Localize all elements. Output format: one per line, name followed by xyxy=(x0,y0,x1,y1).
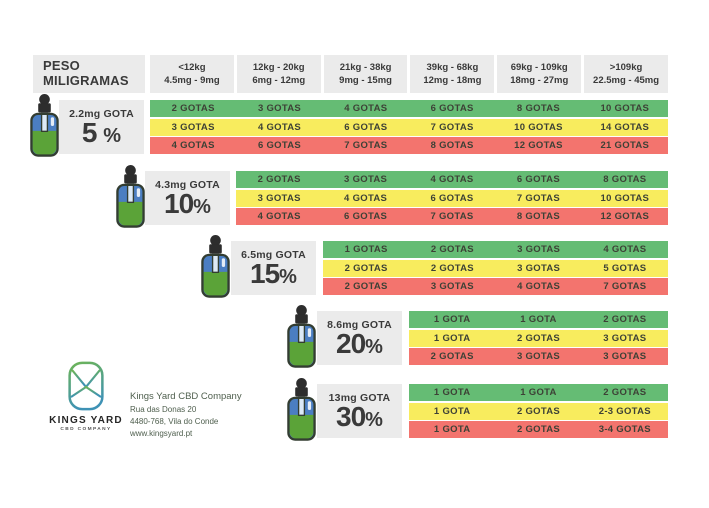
dose-label xyxy=(145,171,230,225)
dose-label xyxy=(317,384,402,438)
dose-cell: 8 GOTAS xyxy=(603,174,647,185)
dose-rows xyxy=(323,241,668,295)
dose-cell: 1 GOTA xyxy=(433,314,471,325)
drop-strength: 4.3mg GOTA xyxy=(155,178,220,191)
corner-line2: MILIGRAMAS xyxy=(43,73,129,88)
table-corner-header xyxy=(33,55,145,93)
dose-cell: 2 GOTAS xyxy=(430,351,474,362)
dose-row-red xyxy=(409,348,668,365)
dose-cell: 14 GOTAS xyxy=(600,121,650,133)
mg-range: 12mg - 18mg xyxy=(423,75,482,86)
dropper-bottle-icon xyxy=(115,164,146,230)
drop-strength: 8.6mg GOTA xyxy=(327,318,392,331)
weight-column-headers xyxy=(150,55,668,93)
dose-cell: 2-3 GOTAS xyxy=(598,405,651,417)
dose-cell: 3 GOTAS xyxy=(257,103,302,114)
dose-label xyxy=(317,311,402,365)
mg-range: 6mg - 12mg xyxy=(252,75,306,86)
weight-column-header xyxy=(150,55,234,93)
dose-cell: 6 GOTAS xyxy=(430,103,474,114)
dose-cell: 3 GOTAS xyxy=(344,174,388,185)
dose-row-red xyxy=(323,278,668,295)
dose-label xyxy=(59,100,144,154)
dose-row-green xyxy=(409,384,668,401)
dose-cell: 2 GOTAS xyxy=(516,332,561,344)
dose-cell: 2 GOTAS xyxy=(344,281,388,292)
weight-range: <12kg xyxy=(178,61,206,73)
dose-cell: 8 GOTAS xyxy=(516,211,560,222)
dose-cell: 12 GOTAS xyxy=(600,211,650,222)
mg-range: 9mg - 15mg xyxy=(339,75,392,86)
dose-cell: 10 GOTAS xyxy=(514,121,563,133)
dose-cell: 7 GOTAS xyxy=(430,211,474,222)
dose-table-5pct xyxy=(0,100,709,166)
dose-cell: 3 GOTAS xyxy=(603,351,647,362)
dose-cell: 4 GOTAS xyxy=(257,211,301,222)
dose-cell: 10 GOTAS xyxy=(600,103,650,114)
dose-cell: 21 GOTAS xyxy=(600,140,650,151)
dose-cell: 3 GOTAS xyxy=(516,351,561,362)
dose-cell: 6 GOTAS xyxy=(257,140,302,151)
dose-cell: 2 GOTAS xyxy=(516,424,561,435)
weight-range: 21kg - 38kg xyxy=(339,61,392,73)
dose-cell: 1 GOTA xyxy=(520,387,557,398)
dose-cell: 2 GOTAS xyxy=(430,262,474,274)
dose-table-10pct xyxy=(0,171,709,237)
weight-range: 39kg - 68kg xyxy=(426,61,479,73)
weight-column-header xyxy=(497,55,581,93)
dose-cell: 3 GOTAS xyxy=(257,192,301,204)
dose-cell: 6 GOTAS xyxy=(430,192,474,204)
address-street: Rua das Donas 20 xyxy=(130,405,197,414)
concentration-percent: 20% xyxy=(336,327,383,359)
mg-range: 4.5mg - 9mg xyxy=(164,75,220,86)
dose-cell: 3 GOTAS xyxy=(517,244,561,255)
dose-cell: 4 GOTAS xyxy=(344,103,388,114)
dose-cell: 7 GOTAS xyxy=(603,281,647,292)
dose-cell: 6 GOTAS xyxy=(344,121,388,133)
corner-line1: PESO xyxy=(43,58,80,74)
weight-range: >109kg xyxy=(609,61,643,73)
dose-cell: 6 GOTAS xyxy=(344,211,388,222)
concentration-percent: 5 % xyxy=(81,116,122,148)
weight-range: 69kg - 109kg xyxy=(510,61,568,73)
drop-strength: 13mg GOTA xyxy=(328,391,391,404)
dose-cell: 4 GOTAS xyxy=(344,192,388,204)
drop-strength: 2.2mg GOTA xyxy=(69,107,134,120)
concentration-percent: 10% xyxy=(164,187,211,219)
dose-cell: 2 GOTAS xyxy=(603,314,647,325)
weight-column-header xyxy=(410,55,494,93)
dropper-bottle-icon xyxy=(200,234,231,300)
dose-cell: 3 GOTAS xyxy=(430,281,474,292)
weight-column-header xyxy=(324,55,408,93)
dose-rows xyxy=(409,311,668,365)
dose-cell: 2 GOTAS xyxy=(603,387,647,398)
dose-cell: 4 GOTAS xyxy=(171,140,215,151)
weight-column-header xyxy=(584,55,668,93)
weight-column-header xyxy=(237,55,321,93)
dose-cell: 2 GOTAS xyxy=(430,244,474,255)
dose-cell: 1 GOTA xyxy=(433,332,471,344)
dose-row-green xyxy=(236,171,668,188)
dose-cell: 1 GOTA xyxy=(433,405,471,417)
dose-cell: 7 GOTAS xyxy=(430,121,474,133)
dose-cell: 1 GOTA xyxy=(433,424,471,435)
concentration-percent: 15% xyxy=(250,257,297,289)
dose-row-red xyxy=(236,208,668,225)
dose-row-green xyxy=(150,100,668,117)
address-city: 4480-768, Vila do Conde xyxy=(130,417,219,426)
dose-cell: 3-4 GOTAS xyxy=(598,424,651,435)
logo-tagline: CBD COMPANY xyxy=(60,427,112,432)
dose-cell: 12 GOTAS xyxy=(514,140,563,151)
company-name: Kings Yard CBD Company xyxy=(130,391,242,402)
kings-yard-logo xyxy=(36,360,136,432)
website-url: www.kingsyard.pt xyxy=(130,429,193,438)
dose-row-green xyxy=(409,311,668,328)
dropper-bottle-icon xyxy=(29,93,60,159)
dose-row-green xyxy=(323,241,668,258)
dose-row-yellow xyxy=(323,260,668,277)
dose-row-yellow xyxy=(236,190,668,207)
dose-cell: 4 GOTAS xyxy=(430,174,474,185)
weight-range: 12kg - 20kg xyxy=(252,61,305,73)
dose-cell: 7 GOTAS xyxy=(344,140,388,151)
mg-range: 22.5mg - 45mg xyxy=(593,75,660,86)
dose-cell: 1 GOTAS xyxy=(344,244,388,255)
dose-cell: 3 GOTAS xyxy=(171,121,215,133)
dose-cell: 2 GOTAS xyxy=(344,262,388,274)
dose-cell: 10 GOTAS xyxy=(600,192,650,204)
dose-cell: 4 GOTAS xyxy=(257,121,302,133)
mg-range: 18mg - 27mg xyxy=(510,75,569,86)
dose-table-15pct xyxy=(0,241,709,307)
logo-wordmark: KINGS YARD xyxy=(49,415,123,426)
dose-cell: 3 GOTAS xyxy=(517,262,561,274)
dose-cell: 7 GOTAS xyxy=(516,192,560,204)
dropper-bottle-icon xyxy=(286,377,317,443)
dose-row-yellow xyxy=(150,119,668,136)
dose-row-red xyxy=(409,421,668,438)
dose-rows xyxy=(409,384,668,438)
dose-label xyxy=(231,241,316,295)
hemp-leaf-logo-icon xyxy=(66,360,106,412)
dose-cell: 2 GOTAS xyxy=(257,174,301,185)
dose-cell: 4 GOTAS xyxy=(603,244,647,255)
dose-cell: 1 GOTA xyxy=(520,314,557,325)
dose-rows xyxy=(150,100,668,154)
dose-cell: 2 GOTAS xyxy=(516,405,561,417)
drop-strength: 6.5mg GOTA xyxy=(241,248,306,261)
dose-cell: 8 GOTAS xyxy=(430,140,474,151)
dose-row-red xyxy=(150,137,668,154)
dose-cell: 2 GOTAS xyxy=(171,103,215,114)
dose-cell: 6 GOTAS xyxy=(516,174,560,185)
dose-row-yellow xyxy=(409,330,668,347)
dose-cell: 1 GOTA xyxy=(433,387,471,398)
dose-cell: 4 GOTAS xyxy=(517,281,561,292)
dose-cell: 8 GOTAS xyxy=(516,103,561,114)
dropper-bottle-icon xyxy=(286,304,317,370)
dose-row-yellow xyxy=(409,403,668,420)
concentration-percent: 30% xyxy=(336,400,383,432)
dose-rows xyxy=(236,171,668,225)
company-address-block xyxy=(130,391,242,440)
dose-cell: 5 GOTAS xyxy=(603,262,647,274)
dose-cell: 3 GOTAS xyxy=(603,332,647,344)
